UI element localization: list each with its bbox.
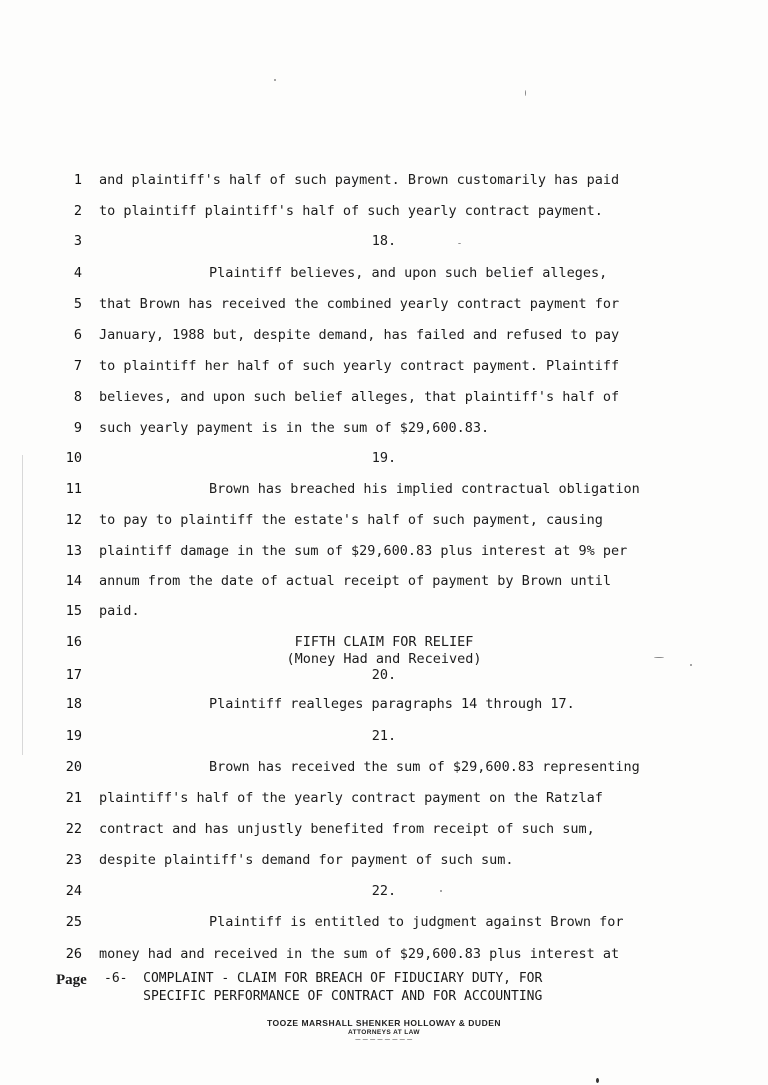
line-text: January, 1988 but, despite demand, has failed and refused to pay bbox=[99, 327, 620, 343]
line-number: 19 bbox=[65, 728, 82, 744]
footer-title-line-1: COMPLAINT - CLAIM FOR BREACH OF FIDUCIARY DUTY, FOR bbox=[143, 971, 543, 986]
paragraph-heading: 21. bbox=[371, 728, 397, 744]
pleading-line bbox=[0, 788, 768, 808]
scan-speck bbox=[274, 79, 276, 81]
line-text: money had and received in the sum of $29,600.83 plus interest at bbox=[99, 946, 620, 962]
footer-caption bbox=[104, 970, 542, 1006]
line-number: 24 bbox=[65, 883, 82, 899]
line-text: annum from the date of actual receipt of payment by Brown until bbox=[99, 573, 612, 589]
line-number: 13 bbox=[65, 543, 82, 559]
line-number: 15 bbox=[65, 603, 82, 619]
pleading-line bbox=[0, 912, 768, 932]
line-text: paid. bbox=[99, 603, 140, 619]
line-number: 23 bbox=[65, 852, 82, 868]
line-text: and plaintiff's half of such payment. Brown customarily has paid bbox=[99, 172, 620, 188]
paragraph-heading: 19. bbox=[371, 450, 397, 466]
line-number: 17 bbox=[65, 667, 82, 683]
firm-subtitle: ATTORNEYS AT LAW bbox=[348, 1029, 420, 1036]
line-number: 7 bbox=[73, 358, 82, 374]
firm-name: TOOZE MARSHALL SHENKER HOLLOWAY & DUDEN bbox=[266, 1018, 502, 1028]
line-text: contract and has unjustly benefited from receipt of such sum, bbox=[99, 821, 595, 837]
pleading-line bbox=[0, 510, 768, 530]
line-number: 10 bbox=[65, 450, 82, 466]
footer-title-line-2: SPECIFIC PERFORMANCE OF CONTRACT AND FOR ACCOUNTING bbox=[143, 989, 543, 1004]
line-text: that Brown has received the combined yearly contract payment for bbox=[99, 296, 620, 312]
pleading-line bbox=[0, 170, 768, 190]
pleading-line bbox=[0, 881, 768, 901]
line-number: 25 bbox=[65, 914, 82, 930]
line-text: to plaintiff her half of such yearly contract payment. Plaintiff bbox=[99, 358, 620, 374]
line-number: 26 bbox=[65, 946, 82, 962]
line-number: 21 bbox=[65, 790, 82, 806]
pleading-line bbox=[0, 448, 768, 468]
line-number: 14 bbox=[65, 573, 82, 589]
line-text: plaintiff's half of the yearly contract payment on the Ratzlaf bbox=[99, 790, 603, 806]
line-text: to plaintiff plaintiff's half of such yearly contract payment. bbox=[99, 203, 603, 219]
scan-speck bbox=[596, 1078, 599, 1083]
pleading-line bbox=[0, 571, 768, 591]
line-number: 16 bbox=[65, 634, 82, 650]
pleading-line bbox=[0, 418, 768, 438]
line-number: 8 bbox=[73, 389, 82, 405]
scan-speck bbox=[525, 90, 526, 96]
line-number: 1 bbox=[73, 172, 82, 188]
line-text: Plaintiff realleges paragraphs 14 through 17. bbox=[209, 696, 575, 712]
firm-address-smudge: — — — — — — — — bbox=[355, 1037, 413, 1043]
line-text: believes, and upon such belief alleges, that plaintiff's half of bbox=[99, 389, 620, 405]
pleading-line bbox=[0, 387, 768, 407]
line-text: Brown has breached his implied contractual obligation bbox=[209, 481, 640, 497]
line-text: Plaintiff believes, and upon such belief alleges, bbox=[209, 265, 608, 281]
line-number: 2 bbox=[73, 203, 82, 219]
line-number: 6 bbox=[73, 327, 82, 343]
line-text: to pay to plaintiff the estate's half of such payment, causing bbox=[99, 512, 603, 528]
pleading-line bbox=[0, 757, 768, 777]
line-number: 11 bbox=[65, 481, 82, 497]
pleading-line bbox=[0, 356, 768, 376]
line-text: such yearly payment is in the sum of $29,600.83. bbox=[99, 420, 490, 436]
pleading-line bbox=[0, 944, 768, 964]
footer-page-label: Page bbox=[56, 972, 87, 988]
paragraph-heading: 18. bbox=[371, 233, 397, 249]
line-number: 20 bbox=[65, 759, 82, 775]
paragraph-heading: (Money Had and Received) bbox=[286, 651, 482, 667]
line-number: 4 bbox=[73, 265, 82, 281]
line-number: 12 bbox=[65, 512, 82, 528]
line-text: despite plaintiff's demand for payment of such sum. bbox=[99, 852, 514, 868]
line-text: Brown has received the sum of $29,600.83 representing bbox=[209, 759, 640, 775]
pleading-line bbox=[0, 201, 768, 221]
pleading-line bbox=[0, 726, 768, 746]
pleading-line bbox=[0, 263, 768, 283]
pleading-line bbox=[0, 479, 768, 499]
pleading-line bbox=[0, 694, 768, 714]
pleading-line bbox=[0, 665, 768, 685]
pleading-line bbox=[0, 231, 768, 251]
line-text: plaintiff damage in the sum of $29,600.83 plus interest at 9% per bbox=[99, 543, 628, 559]
line-number: 22 bbox=[65, 821, 82, 837]
pleading-line bbox=[0, 325, 768, 345]
paragraph-heading: 20. bbox=[371, 667, 397, 683]
pleading-line bbox=[0, 819, 768, 839]
line-number: 5 bbox=[73, 296, 82, 312]
line-number: 18 bbox=[65, 696, 82, 712]
pleading-line bbox=[0, 601, 768, 621]
line-number: 3 bbox=[73, 233, 82, 249]
paragraph-heading: 22. bbox=[371, 883, 397, 899]
line-text: Plaintiff is entitled to judgment against Brown for bbox=[209, 914, 624, 930]
line-number: 9 bbox=[73, 420, 82, 436]
pleading-line bbox=[0, 850, 768, 870]
pleading-line bbox=[0, 541, 768, 561]
footer-page-number: -6- bbox=[104, 971, 128, 986]
paragraph-heading: FIFTH CLAIM FOR RELIEF bbox=[294, 634, 474, 650]
pleading-line bbox=[0, 294, 768, 314]
